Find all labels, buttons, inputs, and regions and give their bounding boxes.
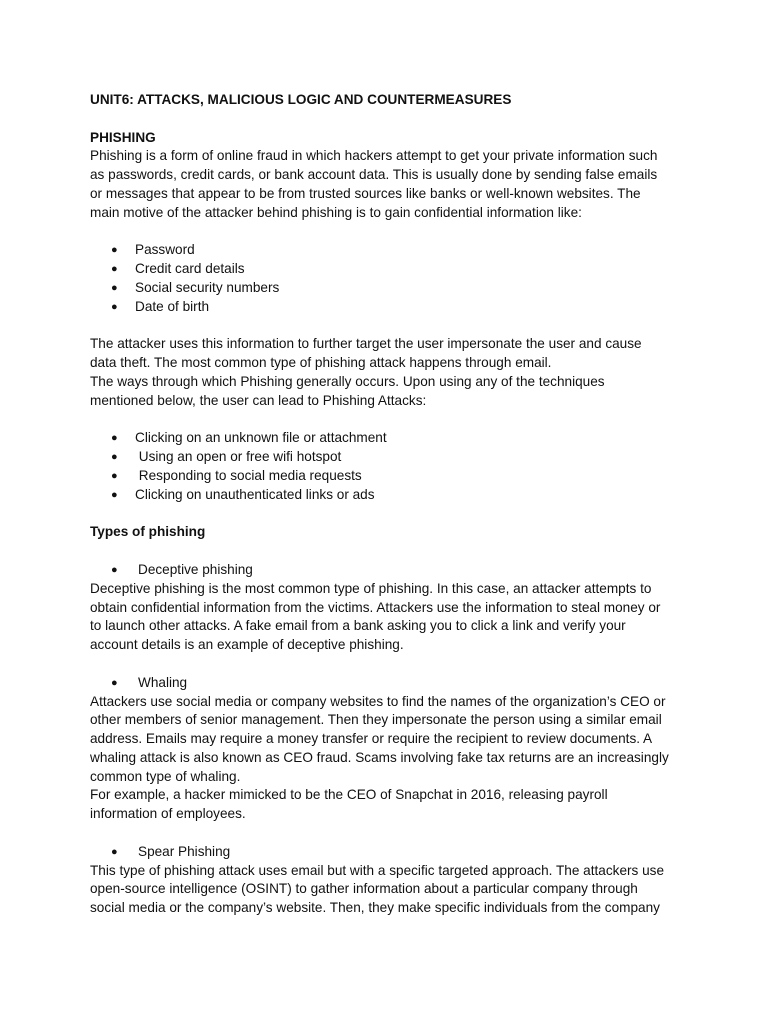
document-page: [90, 91, 690, 918]
section-heading-types: Types of phishing: [90, 524, 206, 540]
phishing-usage-paragraph: The attacker uses this information to further target the user impersonate the user and cause data theft. The most common type of phishing attack happens through email. The ways through which Phishing generally occurs. Upon using any of the techniques mentioned below, the user can lead to Phishing Attacks:: [90, 336, 642, 408]
whaling-paragraph: Attackers use social media or company websites to find the names of the organization’s CEO or other members of senior management. Then they impersonate the person using a similar email address. Emails may require a money transfer or require the recipient to review documents. A whaling attack is also known as CEO fraud. Scams involving fake tax returns are an increasingly common type of whaling. For example, a hacker mimicked to be the CEO of Snapchat in 2016, releasing payroll information of employees.: [90, 693, 669, 822]
list-item: ● Date of birth: [90, 298, 690, 317]
spacer: [90, 505, 690, 524]
document-title: UNIT6: ATTACKS, MALICIOUS LOGIC AND COUNTERMEASURES: [90, 92, 512, 107]
spacer: [90, 542, 690, 561]
list-item: ● Password: [90, 241, 690, 260]
subheading-spear-phishing: ● Spear Phishing: [90, 843, 690, 862]
list-item: ● Using an open or free wifi hotspot: [90, 448, 690, 467]
spacer: [90, 223, 690, 242]
subheading-deceptive-phishing: ● Deceptive phishing: [90, 561, 690, 580]
spear-phishing-paragraph: This type of phishing attack uses email but with a specific targeted approach. The attackers use open-source intelligence (OSINT) to gather information about a particular company through social media or the company’s website. Then, they make specific individuals from the company: [90, 862, 665, 916]
spacer: [90, 110, 690, 129]
spacer: [90, 317, 690, 336]
list-item: ● Responding to social media requests: [90, 467, 690, 486]
phishing-intro-paragraph: Phishing is a form of online fraud in which hackers attempt to get your private information such as passwords, credit cards, or bank account data. This is usually done by sending false emails or messages that appear to be from trusted sources like banks or well-known websites. The main motive of the attacker behind phishing is to gain confidential information like:: [90, 148, 658, 220]
spacer: [90, 411, 690, 430]
techniques-list: [90, 429, 690, 504]
deceptive-phishing-paragraph: Deceptive phishing is the most common type of phishing. In this case, an attacker attempts to obtain confidential information from the victims. Attackers use the information to steal money or to launch other attacks. A fake email from a bank asking you to click a link and verify your account details is an example of deceptive phishing.: [90, 580, 661, 653]
section-heading-phishing: PHISHING: [90, 129, 156, 145]
list-item: ● Credit card details: [90, 260, 690, 279]
spacer: [90, 655, 690, 674]
spacer: [90, 824, 690, 843]
subheading-whaling: ● Whaling: [90, 674, 690, 693]
list-item: ● Clicking on an unknown file or attachment: [90, 429, 690, 448]
list-item: ● Clicking on unauthenticated links or ads: [90, 486, 690, 505]
confidential-info-list: [90, 241, 690, 316]
list-item: ● Social security numbers: [90, 279, 690, 298]
